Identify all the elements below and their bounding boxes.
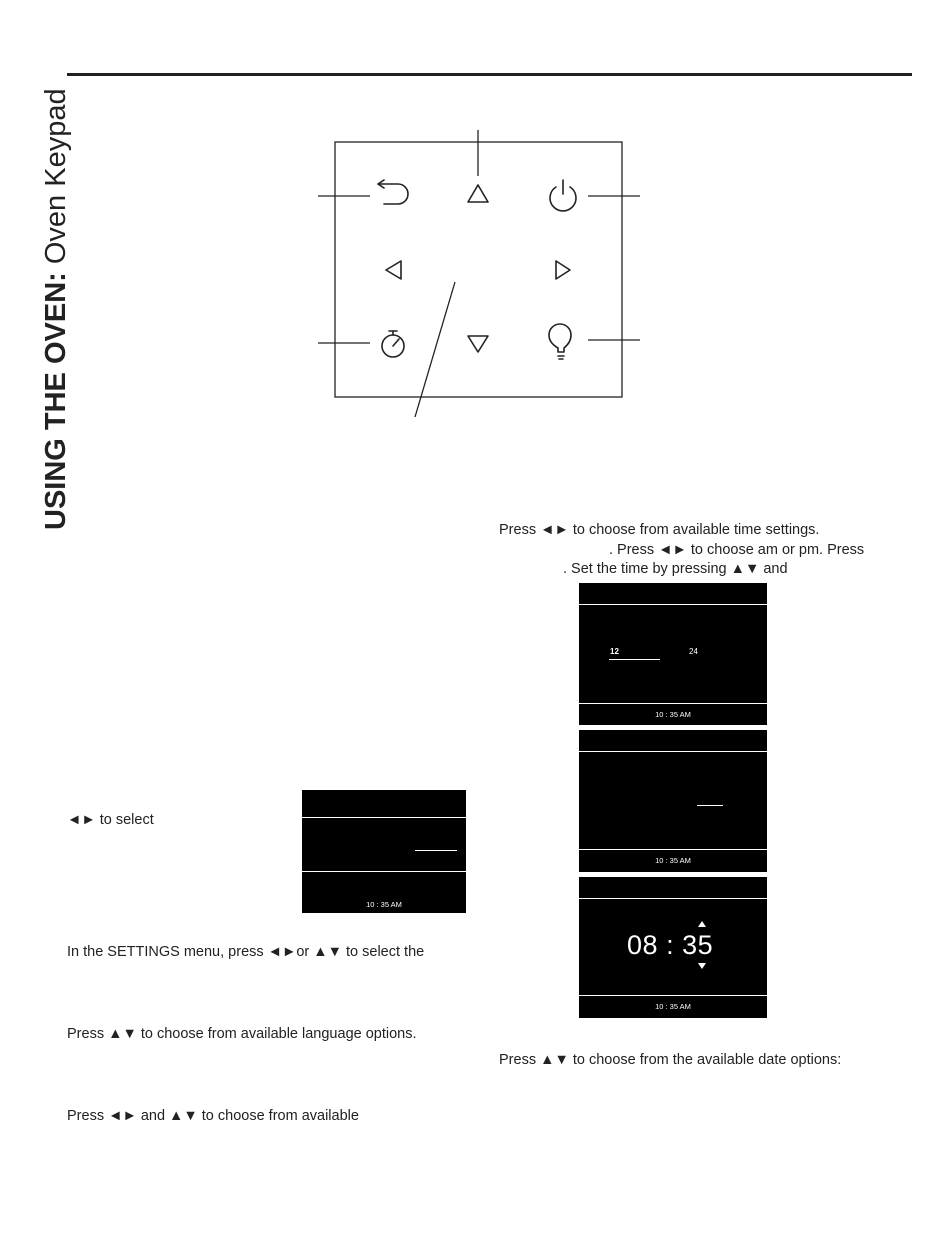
format-24-option: 24 [689,647,698,656]
screen-footer-divider [579,849,767,850]
time-settings-text: Press ◄► to choose from available time settings. [499,522,820,538]
timer-icon [382,331,404,357]
hours-value: 08 [627,930,659,960]
selected-underline [415,850,457,851]
available-options-text: Press ◄► and ▲▼ to choose from available [67,1108,359,1124]
screen-clock: 10 : 35 AM [655,856,691,865]
section-title-subtitle: Oven Keypad [40,88,72,273]
down-arrow-icon [468,336,488,352]
language-options-text: Press ▲▼ to choose from available language options. [67,1026,417,1042]
back-icon [378,180,408,204]
light-icon [549,324,571,359]
screen-header-divider [579,604,767,605]
screen-footer-divider [579,995,767,996]
select-text: ◄► to select [67,812,154,828]
power-icon [550,180,576,211]
format-12-option: 12 [610,647,619,656]
settings-screen [302,790,466,913]
header-rule [67,73,912,76]
screen-footer-divider [302,871,466,872]
date-options-text: Press ▲▼ to choose from the available date options: [499,1052,842,1068]
screen-header-divider [579,751,767,752]
section-title [0,0,72,540]
minute-up-arrow-icon [698,921,706,927]
minutes-value: 35 [682,930,714,960]
am-pm-screen [579,730,767,872]
selected-underline [697,805,723,806]
settings-menu-text: In the SETTINGS menu, press ◄►or ▲▼ to select the [67,944,425,960]
left-arrow-icon [386,261,401,279]
section-title-bold: USING THE OVEN: [40,272,72,530]
screen-header-divider [302,817,466,818]
set-time-screen [579,877,767,1018]
screen-clock: 10 : 35 AM [655,1002,691,1011]
minute-down-arrow-icon [698,963,706,969]
am-pm-text: . Press ◄► to choose am or pm. Press [609,542,865,558]
right-arrow-icon [556,261,570,279]
up-arrow-icon [468,185,488,202]
screen-clock: 10 : 35 AM [366,900,402,909]
clock-format-screen [579,583,767,725]
selected-underline [609,659,660,660]
keypad-panel [335,142,622,397]
screen-footer-divider [579,703,767,704]
set-time-text: . Set the time by pressing ▲▼ and [563,561,788,577]
screen-header-divider [579,898,767,899]
set-time-display [627,930,713,961]
screen-clock: 10 : 35 AM [655,710,691,719]
time-separator: : [666,930,675,960]
keypad-diagram [300,120,660,425]
